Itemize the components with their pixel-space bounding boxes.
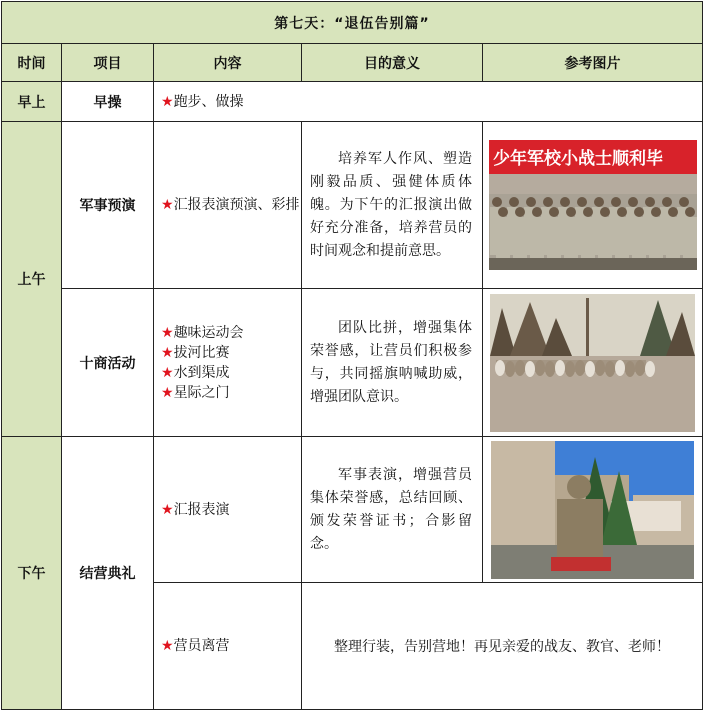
list-item bbox=[161, 323, 301, 343]
photo-military-drill bbox=[489, 140, 697, 270]
list-item bbox=[161, 383, 301, 403]
star-icon: ★ bbox=[161, 384, 174, 401]
list-item bbox=[161, 363, 301, 383]
period-afternoon: 下午 bbox=[2, 437, 62, 710]
header-photo: 参考图片 bbox=[483, 44, 703, 82]
header-item: 项目 bbox=[62, 44, 154, 82]
content-military-drill bbox=[154, 122, 302, 289]
purpose-ten-quotient bbox=[302, 289, 483, 437]
item-military-drill: 军事预演 bbox=[62, 122, 154, 289]
content-text: 汇报表演 bbox=[173, 501, 230, 518]
star-icon: ★ bbox=[161, 197, 174, 213]
content-text: 跑步、做操 bbox=[173, 93, 244, 110]
photo-cell-show bbox=[483, 437, 703, 583]
item-morning-exercise: 早操 bbox=[62, 82, 154, 122]
purpose-military-drill bbox=[302, 122, 483, 289]
photo-cell-activity bbox=[483, 289, 703, 437]
header-content: 内容 bbox=[154, 44, 302, 82]
content-text: 水到渠成 bbox=[173, 364, 230, 381]
schedule-table bbox=[1, 1, 703, 710]
item-closing-ceremony: 结营典礼 bbox=[62, 437, 154, 710]
content-morning-exercise bbox=[154, 82, 703, 122]
table-row bbox=[2, 289, 703, 437]
star-icon: ★ bbox=[161, 501, 174, 518]
star-icon: ★ bbox=[161, 638, 174, 654]
purpose-text: 团队比拼，增强集体荣誉感，让营员们积极参与，共同摇旗呐喊助威，增强团队意识。 bbox=[310, 319, 472, 405]
purpose-text: 军事表演，增强营员集体荣誉感，总结回顾、颁发荣誉证书；合影留念。 bbox=[310, 466, 472, 552]
content-ten-quotient bbox=[154, 289, 302, 437]
content-text: 星际之门 bbox=[173, 384, 230, 401]
farewell-note: 整理行装，告别营地！再见亲爱的战友、教官、老师！ bbox=[302, 583, 703, 710]
photo-trees bbox=[490, 294, 695, 356]
photo-tug-of-war bbox=[490, 294, 695, 432]
table-row bbox=[2, 122, 703, 289]
photo-ceremony bbox=[491, 441, 694, 579]
photo-cell-drill bbox=[483, 122, 703, 289]
page-title: 第七天：“退伍告别篇” bbox=[2, 2, 703, 44]
star-icon: ★ bbox=[161, 93, 174, 110]
content-report-show bbox=[154, 437, 302, 583]
header-purpose: 目的意义 bbox=[302, 44, 483, 82]
photo-banner-text: 少年军校小战士顺利毕 bbox=[492, 149, 663, 169]
purpose-report-show bbox=[302, 437, 483, 583]
header-time: 时间 bbox=[2, 44, 62, 82]
table-row bbox=[2, 82, 703, 122]
item-ten-quotient: 十商活动 bbox=[62, 289, 154, 437]
content-text: 拔河比赛 bbox=[173, 344, 230, 361]
star-icon: ★ bbox=[161, 344, 174, 361]
star-icon: ★ bbox=[161, 324, 174, 341]
content-text: 营员离营 bbox=[173, 638, 230, 654]
content-leave-camp bbox=[154, 583, 302, 710]
content-text: 汇报表演预演、彩排 bbox=[173, 197, 300, 213]
period-morning: 上午 bbox=[2, 122, 62, 437]
content-text: 趣味运动会 bbox=[173, 324, 244, 341]
period-early-morning: 早上 bbox=[2, 82, 62, 122]
table-header-row bbox=[2, 44, 703, 82]
purpose-text: 培养军人作风、塑造刚毅品质、强健体质体魄。为下午的汇报演出做好充分准备，培养营员的时间观念和提前意思。 bbox=[310, 150, 472, 259]
table-row bbox=[2, 437, 703, 583]
list-item bbox=[161, 343, 301, 363]
star-icon: ★ bbox=[161, 364, 174, 381]
